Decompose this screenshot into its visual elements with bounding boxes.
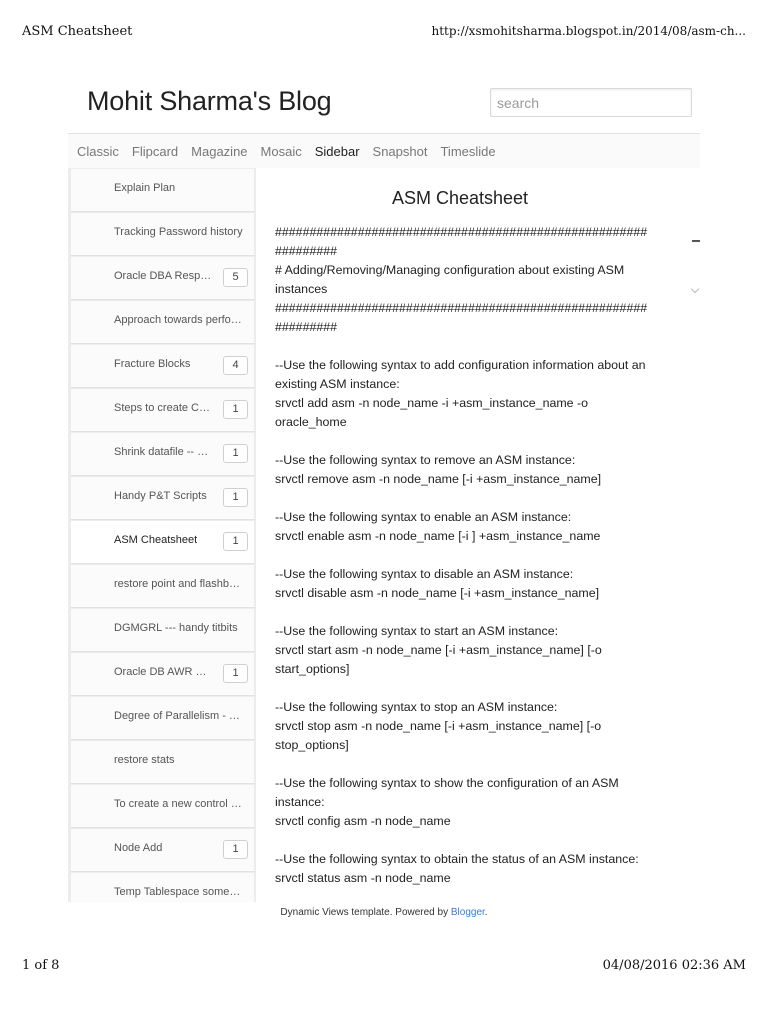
sidebar-item-label: restore stats	[114, 754, 175, 766]
print-page-url: http://xsmohitsharma.blogspot.in/2014/08/asm-ch...	[431, 24, 746, 38]
sidebar-item-label: Handy P&T Scripts	[114, 490, 207, 502]
search-input[interactable]	[491, 89, 691, 116]
sidebar-item[interactable]	[71, 741, 254, 784]
post-line: --Use the following syntax to obtain the status of an ASM instance:	[275, 852, 639, 866]
search-box[interactable]	[490, 88, 692, 117]
post-line: --Use the following syntax to show the configuration of an ASM	[275, 776, 619, 790]
post-line: --Use the following syntax to add configuration information about an	[275, 358, 646, 372]
comment-count-badge[interactable]: 1	[223, 488, 248, 507]
sidebar-item-label: Approach towards perfo…	[114, 314, 242, 326]
post-line: stop_options]	[275, 738, 349, 752]
post-line: existing ASM instance:	[275, 377, 400, 391]
print-page-number: 1 of 8	[22, 958, 60, 973]
blogger-link[interactable]: Blogger	[450, 907, 485, 918]
paragraph-gap	[275, 489, 680, 508]
sidebar-item[interactable]	[71, 873, 254, 902]
tab-snapshot[interactable]: Snapshot	[372, 143, 428, 159]
post-line: srvctl enable asm -n node_name [-i ] +asm_instance_name	[275, 529, 601, 543]
comment-count-badge[interactable]: 1	[223, 840, 248, 859]
sidebar-item-label: ASM Cheatsheet	[114, 534, 198, 546]
sidebar-item[interactable]	[71, 565, 254, 608]
post-line: srvctl config asm -n node_name	[275, 814, 451, 828]
sidebar-item-label: Node Add	[114, 842, 163, 854]
comment-count-badge[interactable]: 1	[223, 444, 248, 463]
post-line: --Use the following syntax to start an ASM instance:	[275, 624, 559, 638]
post-line: srvctl stop asm -n node_name [-i +asm_instance_name] [-o	[275, 719, 602, 733]
sidebar-item-label: DGMGRL --- handy titbits	[114, 622, 238, 634]
post-title: ASM Cheatsheet	[391, 188, 529, 208]
paragraph-gap	[275, 831, 680, 850]
sidebar-item-label: Steps to create C…	[114, 402, 210, 414]
post-line: --Use the following syntax to stop an ASM instance:	[275, 700, 558, 714]
paragraph-gap	[275, 603, 680, 622]
sidebar	[68, 168, 256, 902]
post-line: srvctl status asm -n node_name	[275, 871, 451, 885]
sidebar-item[interactable]	[71, 389, 254, 432]
credit-text: Dynamic Views template. Powered by	[280, 907, 451, 918]
post-line: # Adding/Removing/Managing configuration about existing ASM	[275, 263, 625, 277]
sidebar-item-label: Oracle DB AWR …	[114, 666, 207, 678]
tab-sidebar[interactable]: Sidebar	[314, 143, 360, 159]
comment-count-badge[interactable]: 1	[223, 532, 248, 551]
sidebar-item[interactable]	[71, 697, 254, 740]
credit-suffix: .	[484, 907, 488, 918]
sidebar-item[interactable]	[71, 433, 254, 476]
post-line: start_options]	[275, 662, 350, 676]
post-line: --Use the following syntax to remove an ASM instance:	[275, 453, 576, 467]
post-line: --Use the following syntax to disable an ASM instance:	[275, 567, 574, 581]
print-page-title: ASM Cheatsheet	[22, 24, 133, 39]
post-line: #########	[275, 244, 338, 258]
post-line: --Use the following syntax to enable an ASM instance:	[275, 510, 572, 524]
sidebar-item[interactable]	[71, 477, 254, 520]
comment-count-badge[interactable]: 1	[223, 664, 248, 683]
comment-count-badge[interactable]: 1	[223, 400, 248, 419]
paragraph-gap	[275, 432, 680, 451]
sidebar-item[interactable]	[71, 169, 254, 212]
post-line: instances	[275, 282, 328, 296]
post-line: #########	[275, 320, 338, 334]
paragraph-gap	[275, 337, 680, 356]
tab-flipcard[interactable]: Flipcard	[131, 143, 179, 159]
sidebar-item[interactable]	[71, 521, 254, 564]
post-line: ######################################################	[275, 301, 648, 315]
paragraph-gap	[275, 679, 680, 698]
tab-magazine[interactable]: Magazine	[191, 143, 248, 159]
sidebar-item-label: To create a new control …	[114, 798, 242, 810]
blog-title[interactable]: Mohit Sharma's Blog	[87, 86, 332, 116]
post-line: ######################################################	[275, 225, 648, 239]
footer-credit	[0, 907, 768, 918]
sidebar-item-label: Degree of Parallelism - …	[114, 710, 240, 722]
scroll-indicator[interactable]	[692, 240, 700, 242]
comment-count-badge[interactable]: 5	[223, 268, 248, 287]
sidebar-item[interactable]	[71, 609, 254, 652]
sidebar-item-label: Shrink datafile -- …	[114, 446, 209, 458]
sidebar-item[interactable]	[71, 653, 254, 696]
print-datetime: 04/08/2016 02:36 AM	[602, 958, 746, 973]
sidebar-item-label: Oracle DBA Resp…	[114, 270, 212, 282]
sidebar-item-label: restore point and flashb…	[114, 578, 240, 590]
scroll-arrow-icon[interactable]	[691, 285, 699, 293]
post-line: srvctl remove asm -n node_name [-i +asm_instance_name]	[275, 472, 602, 486]
tab-mosaic[interactable]: Mosaic	[260, 143, 302, 159]
post-line: srvctl start asm -n node_name [-i +asm_instance_name] [-o	[275, 643, 602, 657]
paragraph-gap	[275, 755, 680, 774]
sidebar-item[interactable]	[71, 301, 254, 344]
post-line: srvctl add asm -n node_name -i +asm_instance_name -o	[275, 396, 589, 410]
view-tabs	[68, 133, 700, 168]
post	[258, 168, 700, 902]
comment-count-badge[interactable]: 4	[223, 356, 248, 375]
sidebar-item-label: Temp Tablespace some…	[114, 886, 241, 898]
post-line: srvctl disable asm -n node_name [-i +asm_instance_name]	[275, 586, 600, 600]
sidebar-item[interactable]	[71, 213, 254, 256]
sidebar-item-label: Explain Plan	[114, 182, 176, 194]
sidebar-item[interactable]	[71, 345, 254, 388]
sidebar-item-label: Tracking Password history	[114, 226, 243, 238]
sidebar-item[interactable]	[71, 257, 254, 300]
post-body	[275, 223, 680, 888]
paragraph-gap	[275, 546, 680, 565]
post-line: oracle_home	[275, 415, 347, 429]
sidebar-item-label: Fracture Blocks	[114, 358, 191, 370]
sidebar-item[interactable]	[71, 829, 254, 872]
sidebar-item[interactable]	[71, 785, 254, 828]
tab-timeslide[interactable]: Timeslide	[440, 143, 496, 159]
tab-classic[interactable]: Classic	[77, 143, 119, 159]
post-line: instance:	[275, 795, 325, 809]
